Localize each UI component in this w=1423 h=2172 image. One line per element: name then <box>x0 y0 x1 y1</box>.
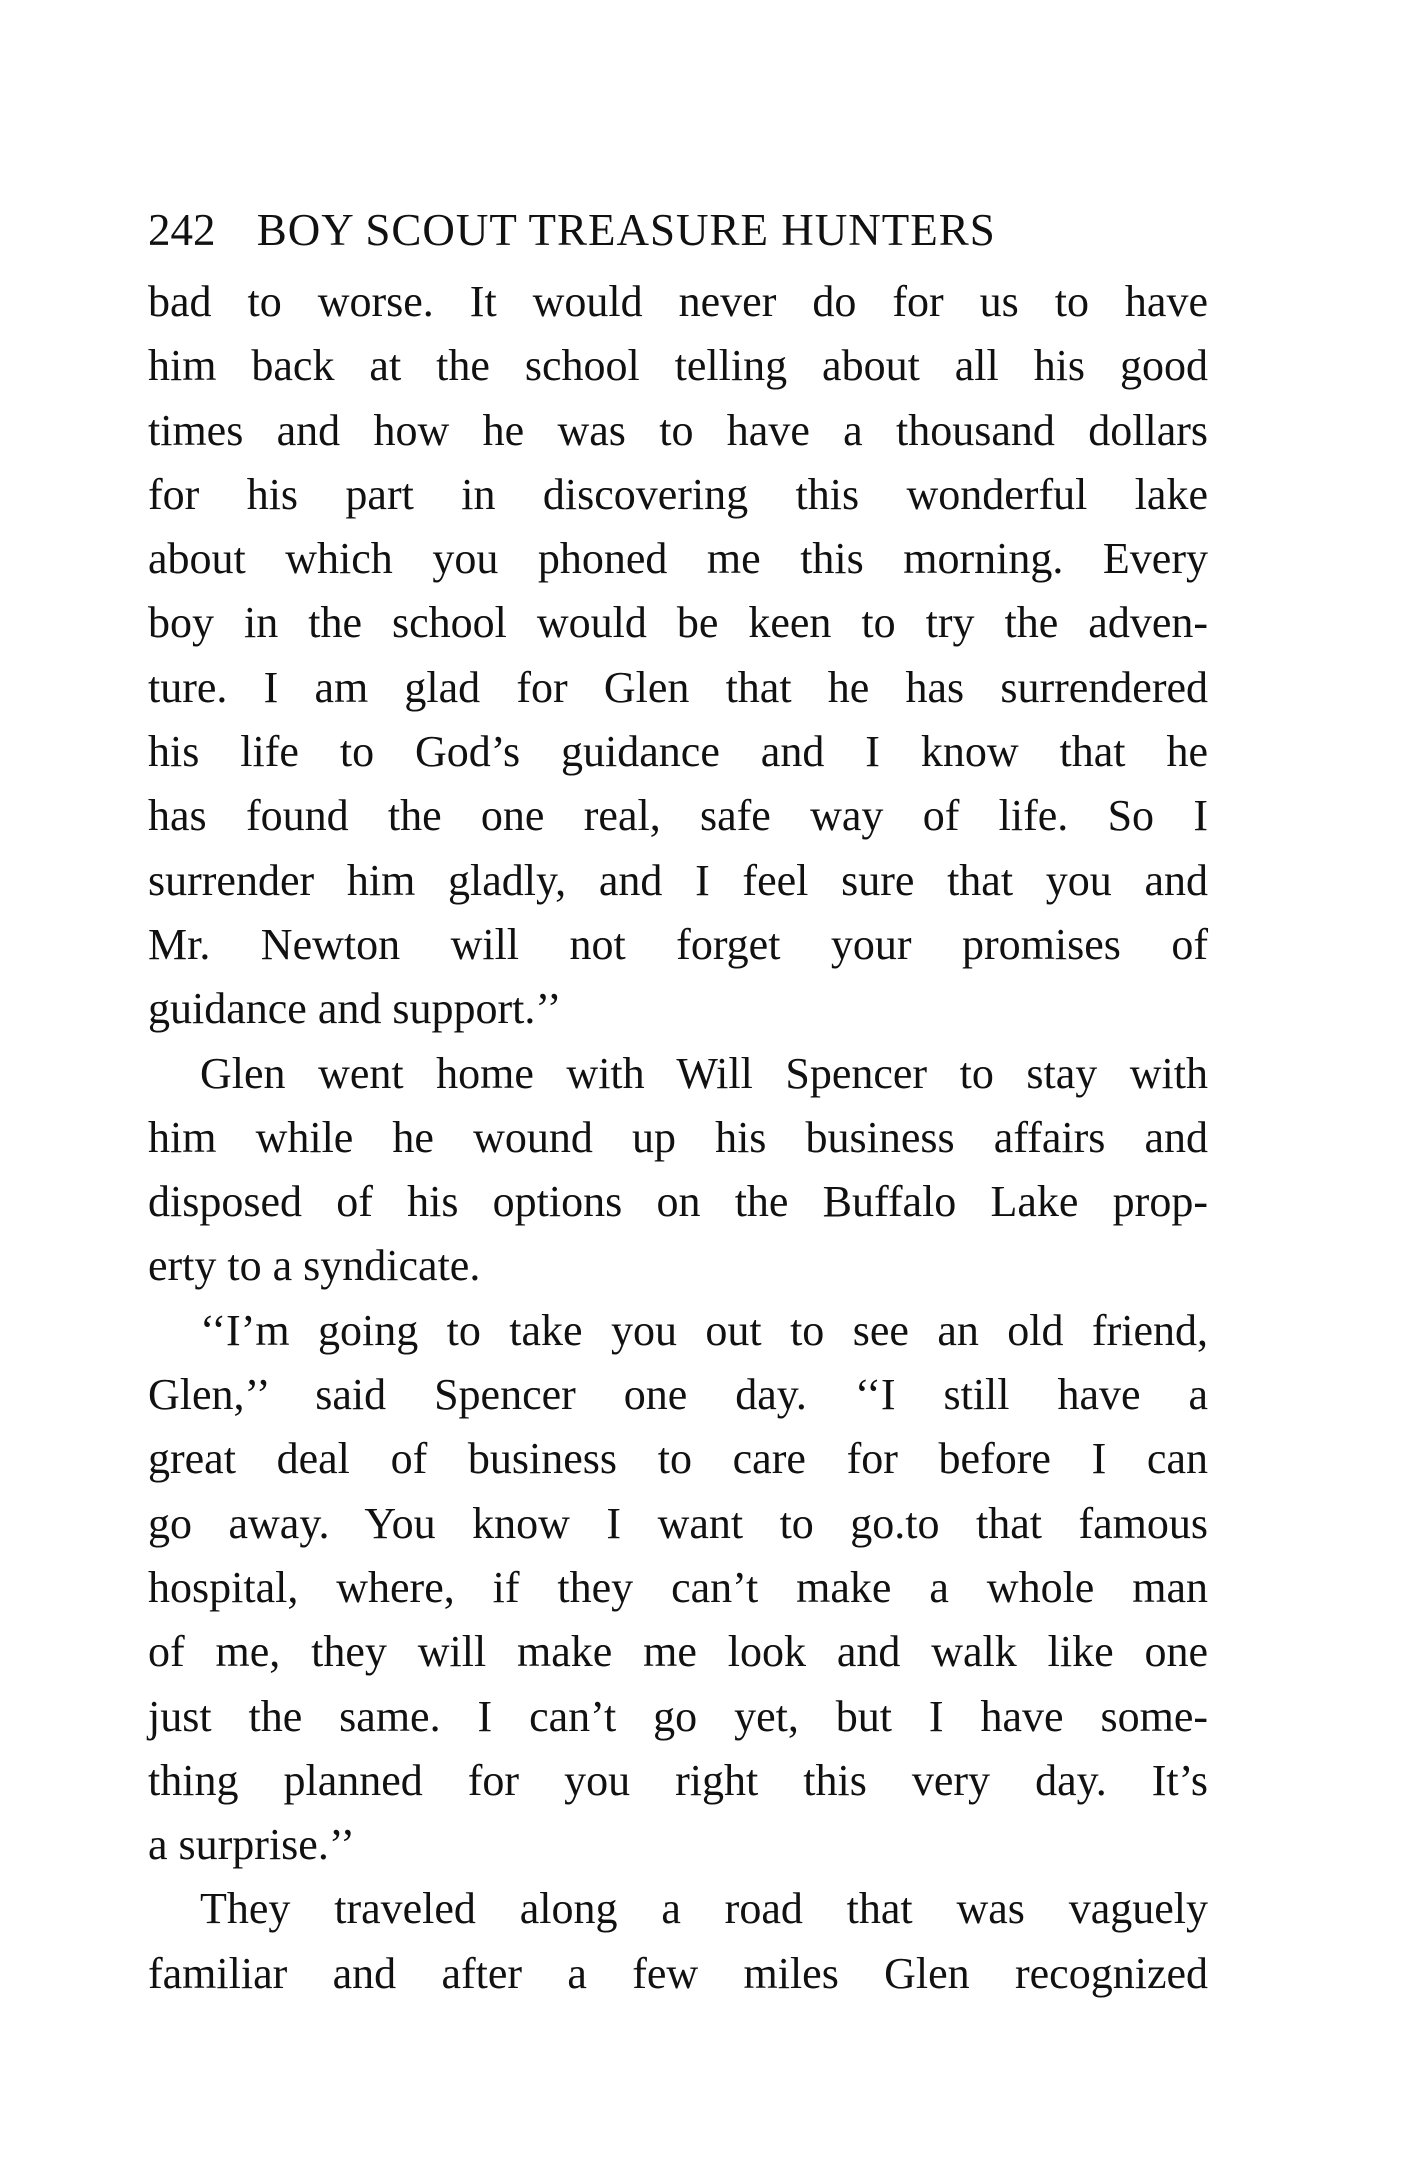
text-line: Glen,’’ said Spencer one day. ‘‘I still have a <box>148 1370 1208 1420</box>
text-line: great deal of business to care for before I can <box>148 1434 1208 1484</box>
text-line: Glen went home with Will Spencer to stay with <box>200 1048 1208 1098</box>
text-line: go away. You know I want to go.to that famous <box>148 1498 1208 1548</box>
text-line: boy in the school would be keen to try the adven- <box>148 598 1208 648</box>
text-line: thing planned for you right this very day. It’s <box>148 1755 1208 1805</box>
text-line: a surprise.’’ <box>148 1820 355 1870</box>
text-line: times and how he was to have a thousand dollars <box>148 405 1208 455</box>
text-line: hospital, where, if they can’t make a whole man <box>148 1562 1208 1612</box>
text-line: for his part in discovering this wonderful lake <box>148 469 1208 519</box>
body-text <box>148 270 1208 2006</box>
text-line: his life to God’s guidance and I know that he <box>148 727 1208 777</box>
text-line: just the same. I can’t go yet, but I have some- <box>148 1691 1208 1741</box>
text-line: ture. I am glad for Glen that he has surrendered <box>148 662 1208 712</box>
book-title: BOY SCOUT TREASURE HUNTERS <box>256 205 996 255</box>
text-line: disposed of his options on the Buffalo Lake prop- <box>148 1177 1208 1227</box>
text-line: erty to a syndicate. <box>148 1241 481 1291</box>
text-line: surrender him gladly, and I feel sure that you and <box>148 855 1208 905</box>
text-line: has found the one real, safe way of life. So I <box>148 791 1208 841</box>
text-line: Mr. Newton will not forget your promises of <box>148 919 1208 969</box>
page-number: 242 <box>148 205 216 255</box>
text-line: They traveled along a road that was vaguely <box>200 1884 1208 1934</box>
text-line: guidance and support.’’ <box>148 984 562 1034</box>
text-line: of me, they will make me look and walk like one <box>148 1627 1208 1677</box>
text-line: ‘‘I’m going to take you out to see an old friend, <box>200 1305 1208 1355</box>
text-line: bad to worse. It would never do for us to have <box>148 277 1208 326</box>
book-page <box>148 0 1208 2172</box>
text-line: about which you phoned me this morning. Every <box>148 534 1208 584</box>
text-line: him while he wound up his business affairs and <box>148 1112 1208 1162</box>
running-head <box>148 200 1208 260</box>
text-line: familiar and after a few miles Glen recognized <box>148 1948 1208 1998</box>
text-line: him back at the school telling about all his good <box>148 341 1208 391</box>
